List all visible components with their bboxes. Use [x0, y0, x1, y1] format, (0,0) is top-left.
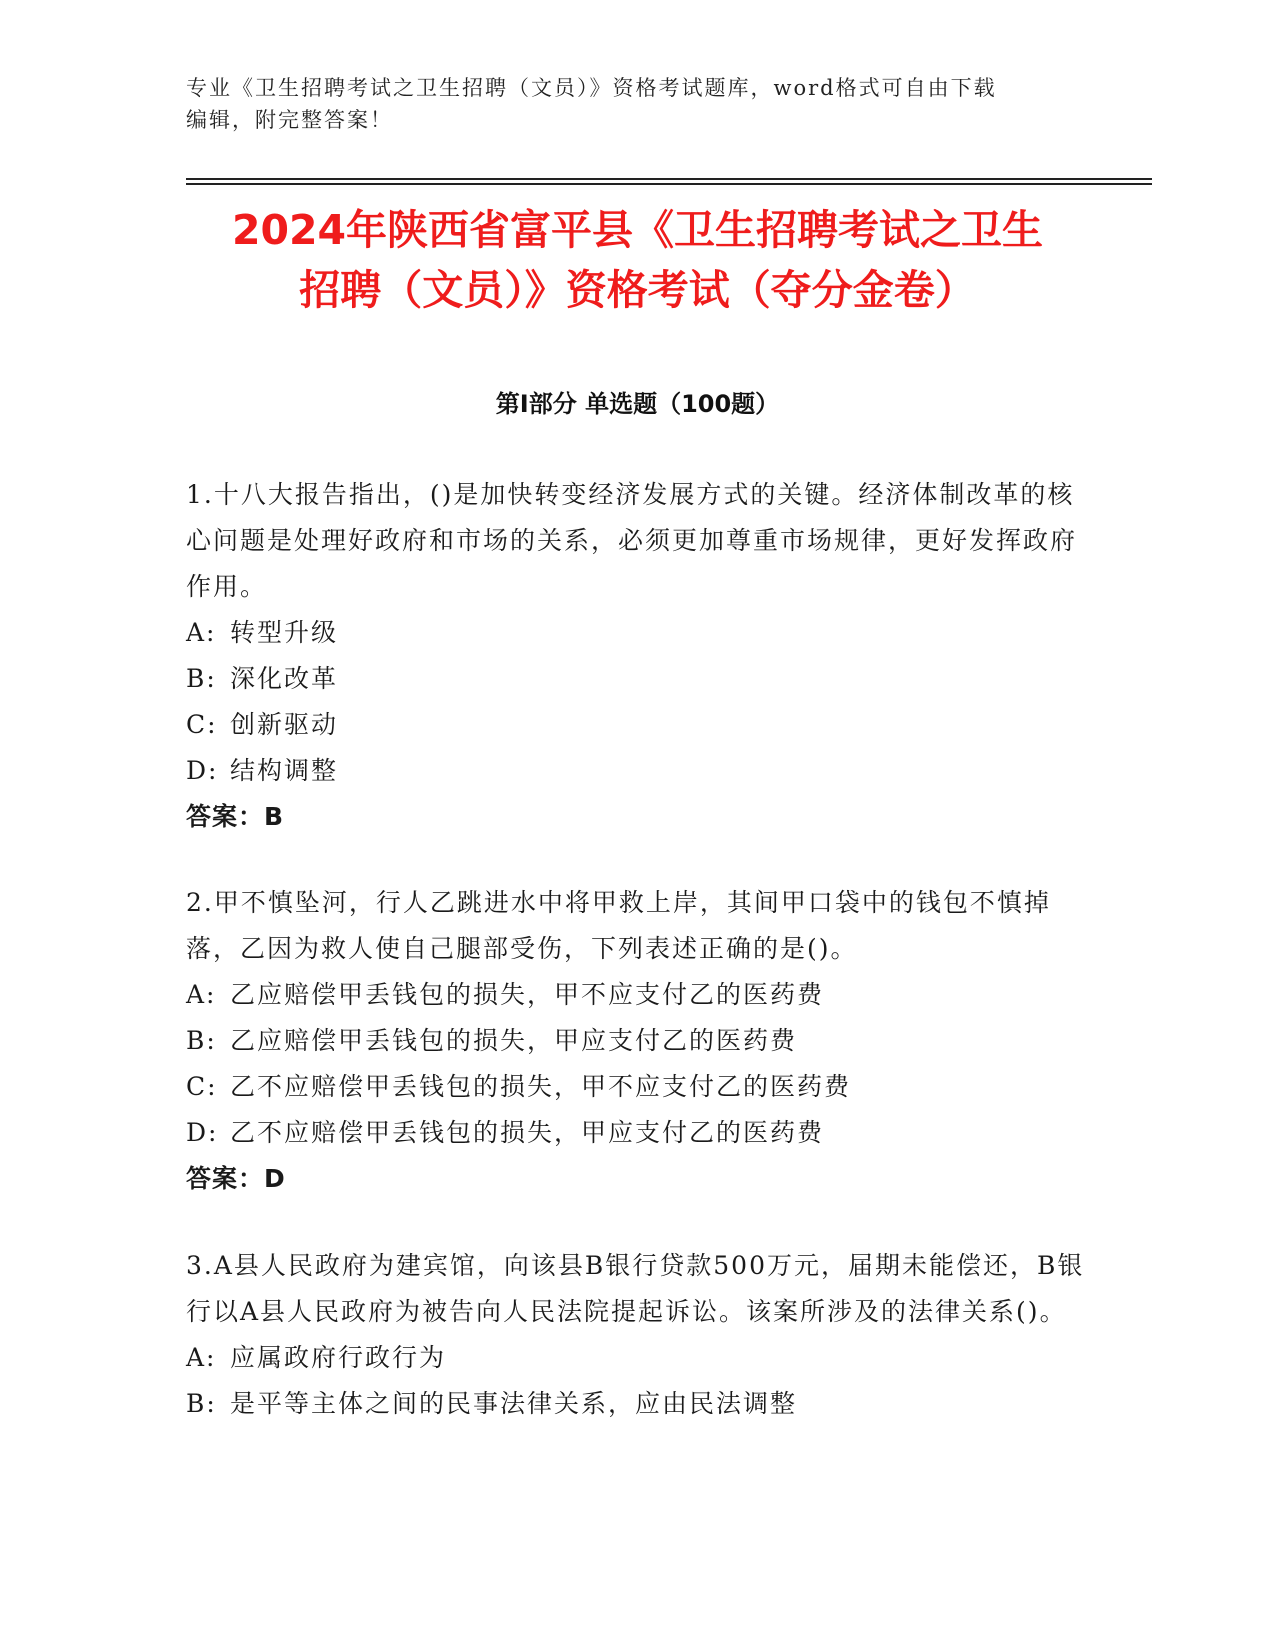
question-2	[186, 880, 1086, 1202]
option-text: 是平等主体之间的民事法律关系，应由民法调整	[230, 1389, 798, 1418]
option-d	[186, 1110, 1086, 1156]
option-label: A:	[186, 618, 217, 647]
option-a	[186, 1335, 1086, 1381]
document-title	[150, 200, 1125, 320]
title-line-2: 招聘（文员）》资格考试（夺分金卷）	[299, 266, 976, 314]
page-header	[186, 72, 1086, 136]
question-3	[186, 1243, 1086, 1427]
option-c	[186, 702, 1086, 748]
header-divider-bottom	[186, 183, 1152, 185]
answer: 答案：B	[186, 802, 285, 831]
option-b	[186, 656, 1086, 702]
option-text: 应属政府行政行为	[230, 1343, 447, 1372]
option-label: C:	[186, 1072, 218, 1101]
header-line-1: 专业《卫生招聘考试之卫生招聘（文员）》资格考试题库，word格式可自由下载	[186, 76, 997, 100]
option-c	[186, 1064, 1086, 1110]
option-label: D:	[186, 756, 219, 785]
option-label: B:	[186, 1026, 217, 1055]
option-text: 创新驱动	[230, 710, 339, 739]
question-stem: 3.A县人民政府为建宾馆，向该县B银行贷款500万元，届期未能偿还，B银行以A县人民政府为被告向人民法院提起诉讼。该案所涉及的法律关系()。	[186, 1251, 1085, 1326]
header-divider-top	[186, 178, 1152, 180]
option-label: A:	[186, 980, 217, 1009]
question-1	[186, 472, 1086, 840]
option-label: B:	[186, 1389, 217, 1418]
option-label: B:	[186, 664, 217, 693]
option-label: A:	[186, 1343, 217, 1372]
header-line-2: 编辑，附完整答案！	[186, 108, 393, 132]
option-a	[186, 610, 1086, 656]
option-d	[186, 748, 1086, 794]
option-text: 乙应赔偿甲丢钱包的损失，甲不应支付乙的医药费	[230, 980, 825, 1009]
title-line-1: 2024年陕西省富平县《卫生招聘考试之卫生	[231, 206, 1044, 254]
answer: 答案：D	[186, 1164, 286, 1193]
option-text: 乙不应赔偿甲丢钱包的损失，甲不应支付乙的医药费	[230, 1072, 852, 1101]
option-b	[186, 1018, 1086, 1064]
option-a	[186, 972, 1086, 1018]
option-label: D:	[186, 1118, 219, 1147]
option-text: 结构调整	[230, 756, 339, 785]
question-stem: 2.甲不慎坠河，行人乙跳进水中将甲救上岸，其间甲口袋中的钱包不慎掉落，乙因为救人使自己腿部受伤，下列表述正确的是()。	[186, 888, 1051, 963]
option-b	[186, 1381, 1086, 1427]
option-label: C:	[186, 710, 218, 739]
option-text: 转型升级	[230, 618, 339, 647]
option-text: 乙应赔偿甲丢钱包的损失，甲应支付乙的医药费	[230, 1026, 798, 1055]
question-stem: 1.十八大报告指出，()是加快转变经济发展方式的关键。经济体制改革的核心问题是处理好政府和市场的关系，必须更加尊重市场规律，更好发挥政府作用。	[186, 480, 1078, 601]
option-text: 乙不应赔偿甲丢钱包的损失，甲应支付乙的医药费	[230, 1118, 825, 1147]
section-title: 第Ⅰ部分 单选题（100题）	[495, 390, 780, 418]
option-text: 深化改革	[230, 664, 339, 693]
